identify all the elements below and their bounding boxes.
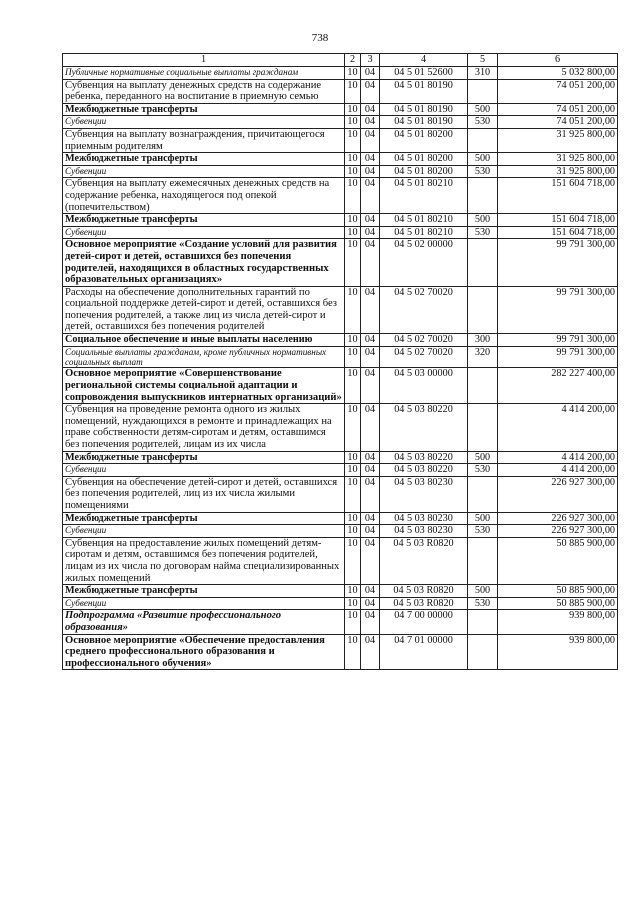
row-section-code: 10 [345, 153, 361, 166]
table-row [63, 286, 618, 333]
row-amount: 151 604 718,00 [498, 226, 618, 239]
row-expense-type: 530 [468, 116, 498, 129]
row-target-article: 04 5 01 52600 [380, 67, 468, 80]
row-amount: 5 032 800,00 [498, 67, 618, 80]
table-row [63, 226, 618, 239]
table-row [63, 334, 618, 347]
row-name: Субвенция на обеспечение детей-сирот и детей, оставшихся без попечения родителей, лиц из их числа жилыми помещениями [63, 476, 345, 512]
table-row [63, 128, 618, 152]
row-amount: 4 414 200,00 [498, 404, 618, 451]
row-section-code: 10 [345, 512, 361, 525]
row-subsection-code: 04 [361, 346, 380, 368]
row-subsection-code: 04 [361, 404, 380, 451]
row-amount: 99 791 300,00 [498, 239, 618, 286]
header-col-6: 6 [498, 54, 618, 67]
row-subsection-code: 04 [361, 464, 380, 477]
row-expense-type: 530 [468, 525, 498, 538]
row-name: Межбюджетные трансферты [63, 451, 345, 464]
row-name: Субвенция на выплату ежемесячных денежных средств на содержание ребенка, находящегося под опекой (попечительством) [63, 178, 345, 214]
row-target-article: 04 5 01 80210 [380, 226, 468, 239]
row-expense-type [468, 79, 498, 103]
row-subsection-code: 04 [361, 239, 380, 286]
table-row [63, 67, 618, 80]
row-amount: 4 414 200,00 [498, 464, 618, 477]
row-name: Публичные нормативные социальные выплаты гражданам [63, 67, 345, 80]
table-row [63, 476, 618, 512]
row-expense-type [468, 537, 498, 584]
row-amount: 151 604 718,00 [498, 214, 618, 227]
row-section-code: 10 [345, 610, 361, 634]
row-expense-type: 500 [468, 585, 498, 598]
row-target-article: 04 7 01 00000 [380, 634, 468, 670]
table-row [63, 103, 618, 116]
table-row [63, 610, 618, 634]
page-number: 738 [311, 32, 329, 44]
row-section-code: 10 [345, 165, 361, 178]
row-amount: 74 051 200,00 [498, 79, 618, 103]
row-section-code: 10 [345, 286, 361, 333]
row-subsection-code: 04 [361, 512, 380, 525]
row-target-article: 04 5 01 80200 [380, 128, 468, 152]
row-amount: 50 885 900,00 [498, 537, 618, 584]
row-section-code: 10 [345, 476, 361, 512]
row-section-code: 10 [345, 597, 361, 610]
row-target-article: 04 5 03 80220 [380, 404, 468, 451]
row-section-code: 10 [345, 346, 361, 368]
row-subsection-code: 04 [361, 585, 380, 598]
row-amount: 226 927 300,00 [498, 476, 618, 512]
row-subsection-code: 04 [361, 128, 380, 152]
row-subsection-code: 04 [361, 634, 380, 670]
table-row [63, 597, 618, 610]
row-amount: 31 925 800,00 [498, 165, 618, 178]
row-name: Межбюджетные трансферты [63, 585, 345, 598]
row-subsection-code: 04 [361, 286, 380, 333]
row-target-article: 04 5 01 80200 [380, 153, 468, 166]
row-expense-type [468, 286, 498, 333]
row-name: Межбюджетные трансферты [63, 512, 345, 525]
row-target-article: 04 5 02 00000 [380, 239, 468, 286]
row-name: Межбюджетные трансферты [63, 103, 345, 116]
row-target-article: 04 5 01 80190 [380, 79, 468, 103]
row-name: Межбюджетные трансферты [63, 153, 345, 166]
row-target-article: 04 5 02 70020 [380, 334, 468, 347]
table-row [63, 525, 618, 538]
row-section-code: 10 [345, 103, 361, 116]
row-amount: 31 925 800,00 [498, 128, 618, 152]
row-section-code: 10 [345, 404, 361, 451]
row-subsection-code: 04 [361, 116, 380, 129]
table-row [63, 451, 618, 464]
row-expense-type [468, 404, 498, 451]
row-target-article: 04 5 02 70020 [380, 286, 468, 333]
row-name: Субвенции [63, 165, 345, 178]
row-section-code: 10 [345, 451, 361, 464]
row-subsection-code: 04 [361, 103, 380, 116]
row-target-article: 04 5 01 80200 [380, 165, 468, 178]
row-name: Субвенция на проведение ремонта одного из жилых помещений, нуждающихся в ремонте и принадлежащих на праве собственности детям-сиротам и детям, оставшимся без попечения родителей, лицам из их числа [63, 404, 345, 451]
row-target-article: 04 5 03 80230 [380, 512, 468, 525]
row-section-code: 10 [345, 334, 361, 347]
row-expense-type [468, 634, 498, 670]
table-row [63, 634, 618, 670]
row-name: Субвенция на предоставление жилых помещений детям-сиротам и детям, оставшимся без попечения родителей, лицам из их числа по договорам найма специализированных жилых помещений [63, 537, 345, 584]
row-section-code: 10 [345, 214, 361, 227]
table-row [63, 165, 618, 178]
row-amount: 282 227 400,00 [498, 368, 618, 404]
row-amount: 31 925 800,00 [498, 153, 618, 166]
row-subsection-code: 04 [361, 610, 380, 634]
row-expense-type [468, 476, 498, 512]
row-section-code: 10 [345, 239, 361, 286]
row-target-article: 04 5 03 R0820 [380, 597, 468, 610]
row-amount: 74 051 200,00 [498, 116, 618, 129]
row-name: Субвенция на выплату вознаграждения, причитающегося приемным родителям [63, 128, 345, 152]
table-row [63, 346, 618, 368]
row-amount: 50 885 900,00 [498, 597, 618, 610]
row-target-article: 04 5 03 80220 [380, 451, 468, 464]
row-section-code: 10 [345, 464, 361, 477]
row-section-code: 10 [345, 537, 361, 584]
row-amount: 151 604 718,00 [498, 178, 618, 214]
row-amount: 4 414 200,00 [498, 451, 618, 464]
row-subsection-code: 04 [361, 476, 380, 512]
row-name: Субвенция на выплату денежных средств на содержание ребенка, переданного на воспитание в приемную семью [63, 79, 345, 103]
row-subsection-code: 04 [361, 368, 380, 404]
row-name: Субвенции [63, 525, 345, 538]
header-col-5: 5 [468, 54, 498, 67]
row-subsection-code: 04 [361, 537, 380, 584]
row-amount: 226 927 300,00 [498, 525, 618, 538]
table-row [63, 79, 618, 103]
row-amount: 226 927 300,00 [498, 512, 618, 525]
row-subsection-code: 04 [361, 153, 380, 166]
row-name: Субвенции [63, 116, 345, 129]
row-name: Межбюджетные трансферты [63, 214, 345, 227]
row-section-code: 10 [345, 116, 361, 129]
row-section-code: 10 [345, 178, 361, 214]
header-col-2: 2 [345, 54, 361, 67]
table-body [63, 67, 618, 670]
row-subsection-code: 04 [361, 525, 380, 538]
row-expense-type: 530 [468, 226, 498, 239]
row-subsection-code: 04 [361, 451, 380, 464]
row-name: Субвенции [63, 226, 345, 239]
row-expense-type: 530 [468, 464, 498, 477]
row-expense-type: 310 [468, 67, 498, 80]
row-subsection-code: 04 [361, 67, 380, 80]
row-subsection-code: 04 [361, 165, 380, 178]
row-expense-type: 500 [468, 103, 498, 116]
row-expense-type: 500 [468, 153, 498, 166]
row-target-article: 04 5 02 70020 [380, 346, 468, 368]
row-expense-type: 500 [468, 512, 498, 525]
row-expense-type: 500 [468, 214, 498, 227]
row-target-article: 04 5 03 80230 [380, 525, 468, 538]
row-expense-type: 530 [468, 165, 498, 178]
row-section-code: 10 [345, 79, 361, 103]
table-row [63, 153, 618, 166]
row-subsection-code: 04 [361, 178, 380, 214]
row-target-article: 04 5 01 80190 [380, 103, 468, 116]
row-amount: 939 800,00 [498, 610, 618, 634]
header-col-3: 3 [361, 54, 380, 67]
row-expense-type: 320 [468, 346, 498, 368]
row-expense-type [468, 128, 498, 152]
row-expense-type [468, 368, 498, 404]
row-amount: 99 791 300,00 [498, 334, 618, 347]
row-name: Основное мероприятие «Создание условий для развития детей-сирот и детей, оставшихся без попечения родителей, находящихся в областных государственных образовательных организациях» [63, 239, 345, 286]
row-section-code: 10 [345, 368, 361, 404]
row-target-article: 04 5 01 80190 [380, 116, 468, 129]
table-row [63, 239, 618, 286]
row-name: Расходы на обеспечение дополнительных гарантий по социальной поддержке детей-сирот и детей, оставшихся без попечения родителей, а также лиц из числа детей-сирот и детей, оставшихся без попечения родителей [63, 286, 345, 333]
row-subsection-code: 04 [361, 214, 380, 227]
row-expense-type: 300 [468, 334, 498, 347]
table-row [63, 404, 618, 451]
row-subsection-code: 04 [361, 226, 380, 239]
row-amount: 50 885 900,00 [498, 585, 618, 598]
row-target-article: 04 5 03 80230 [380, 476, 468, 512]
row-expense-type: 530 [468, 597, 498, 610]
row-expense-type [468, 239, 498, 286]
row-expense-type [468, 610, 498, 634]
row-name: Социальные выплаты гражданам, кроме публичных нормативных социальных выплат [63, 346, 345, 368]
row-section-code: 10 [345, 585, 361, 598]
row-amount: 74 051 200,00 [498, 103, 618, 116]
row-name: Основное мероприятие «Обеспечение предоставления среднего профессионального образования и профессионального обучения» [63, 634, 345, 670]
budget-table [62, 53, 618, 670]
row-target-article: 04 5 03 R0820 [380, 537, 468, 584]
row-target-article: 04 5 03 00000 [380, 368, 468, 404]
row-amount: 99 791 300,00 [498, 346, 618, 368]
table-row [63, 368, 618, 404]
row-section-code: 10 [345, 634, 361, 670]
table-row [63, 512, 618, 525]
row-name: Основное мероприятие «Совершенствование региональной системы социальной адаптации и сопровождения выпускников интернатных организаций» [63, 368, 345, 404]
row-name: Социальное обеспечение и иные выплаты населению [63, 334, 345, 347]
row-target-article: 04 5 01 80210 [380, 214, 468, 227]
header-row [63, 54, 618, 67]
table-row [63, 585, 618, 598]
table-row [63, 464, 618, 477]
row-subsection-code: 04 [361, 597, 380, 610]
table-row [63, 116, 618, 129]
row-subsection-code: 04 [361, 334, 380, 347]
row-target-article: 04 5 03 80220 [380, 464, 468, 477]
row-section-code: 10 [345, 226, 361, 239]
row-expense-type [468, 178, 498, 214]
row-name: Субвенции [63, 464, 345, 477]
row-target-article: 04 5 01 80210 [380, 178, 468, 214]
row-target-article: 04 5 03 R0820 [380, 585, 468, 598]
table-row [63, 214, 618, 227]
row-section-code: 10 [345, 67, 361, 80]
row-subsection-code: 04 [361, 79, 380, 103]
table-row [63, 537, 618, 584]
row-name: Подпрограмма «Развитие профессионального образования» [63, 610, 345, 634]
row-amount: 939 800,00 [498, 634, 618, 670]
row-name: Субвенции [63, 597, 345, 610]
row-target-article: 04 7 00 00000 [380, 610, 468, 634]
row-section-code: 10 [345, 525, 361, 538]
row-expense-type: 500 [468, 451, 498, 464]
table-row [63, 178, 618, 214]
header-col-4: 4 [380, 54, 468, 67]
header-col-1: 1 [63, 54, 345, 67]
row-amount: 99 791 300,00 [498, 286, 618, 333]
row-section-code: 10 [345, 128, 361, 152]
